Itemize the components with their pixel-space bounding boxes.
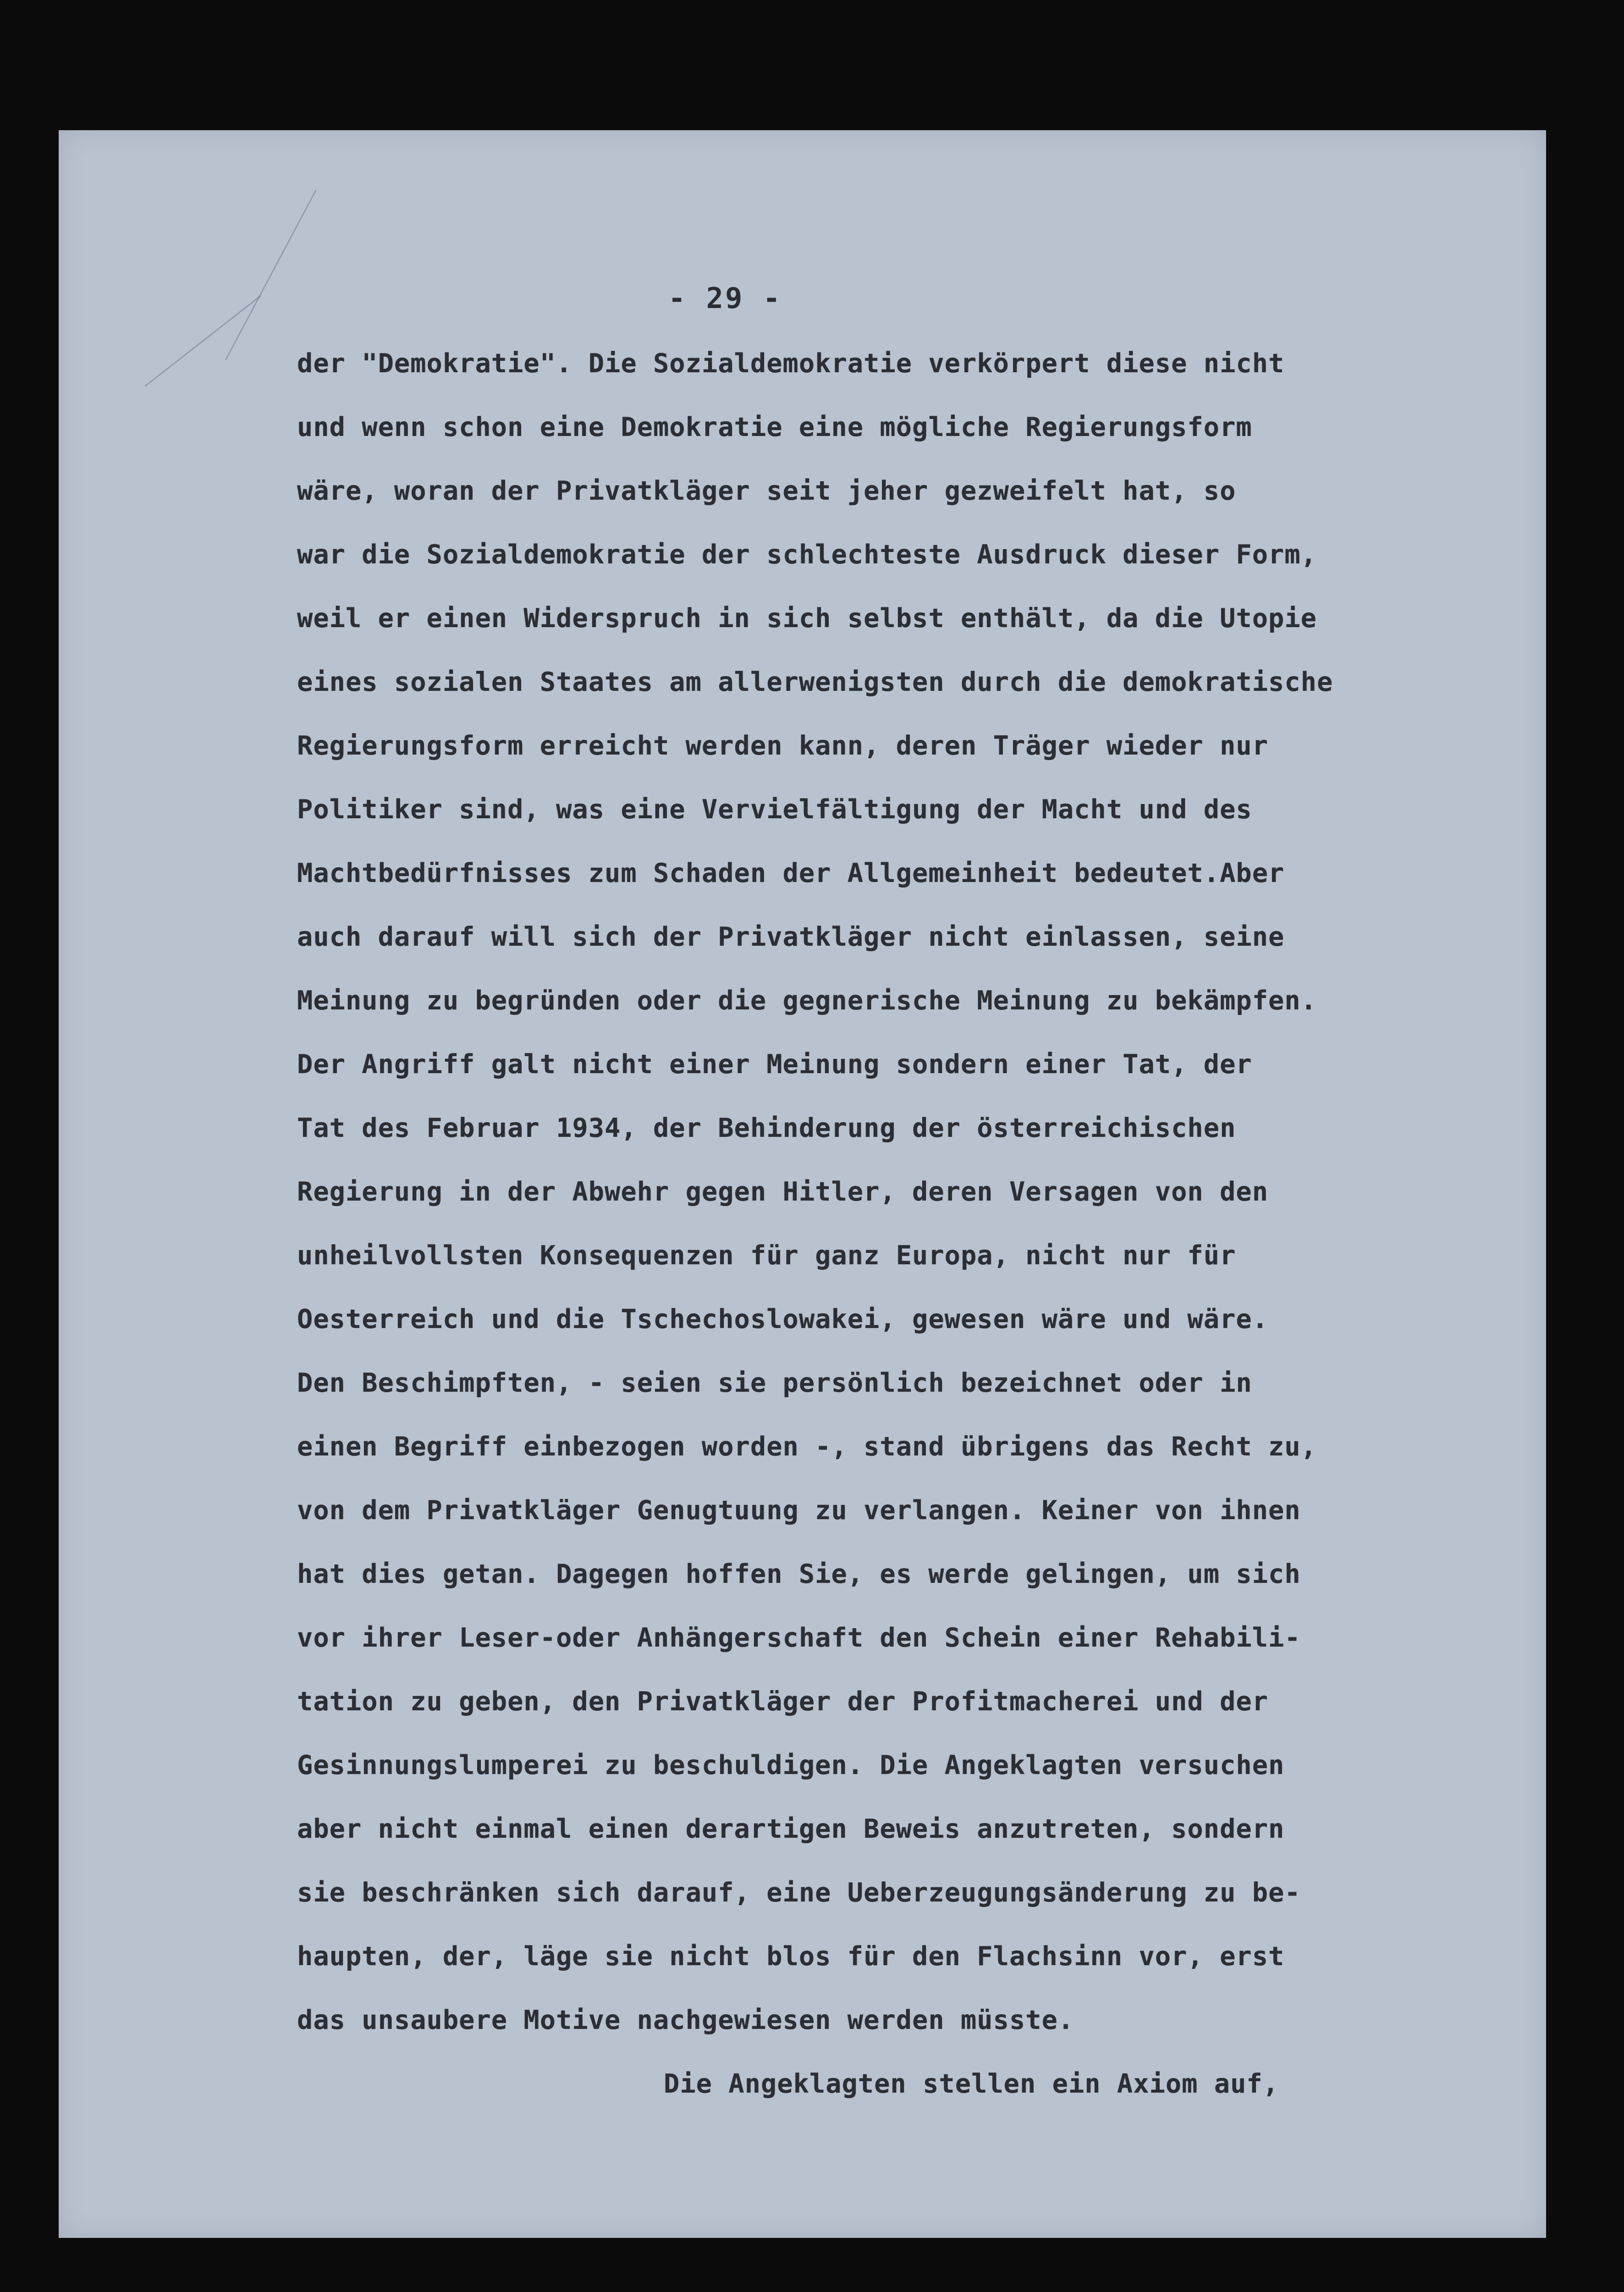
pencil-mark xyxy=(145,295,261,386)
text-line: Machtbedürfnisses zum Schaden der Allgemeinheit bedeutet.Aber xyxy=(297,858,1285,888)
text-line: das unsaubere Motive nachgewiesen werden müsste. xyxy=(297,2005,1074,2035)
text-line: Meinung zu begründen oder die gegnerische Meinung zu bekämpfen. xyxy=(297,986,1317,1016)
document-page xyxy=(59,130,1546,2238)
closing-line: Die Angeklagten stellen ein Axiom auf, xyxy=(664,2069,1279,2099)
text-line: Der Angriff galt nicht einer Meinung sondern einer Tat, der xyxy=(297,1049,1252,1080)
text-line: weil er einen Widerspruch in sich selbst enthält, da die Utopie xyxy=(297,603,1317,634)
text-line: tation zu geben, den Privatkläger der Profitmacherei und der xyxy=(297,1686,1269,1717)
text-line: Politiker sind, was eine Vervielfältigung der Macht und des xyxy=(297,794,1252,825)
text-line: Den Beschimpften, - seien sie persönlich bezeichnet oder in xyxy=(297,1368,1252,1398)
text-line: eines sozialen Staates am allerwenigsten durch die demokratische xyxy=(297,667,1333,697)
text-line: Gesinnungslumperei zu beschuldigen. Die Angeklagten versuchen xyxy=(297,1750,1285,1780)
text-line: vor ihrer Leser-oder Anhängerschaft den Schein einer Rehabili- xyxy=(297,1623,1301,1653)
text-line: von dem Privatkläger Genugtuung zu verlangen. Keiner von ihnen xyxy=(297,1495,1301,1526)
text-line: auch darauf will sich der Privatkläger nicht einlassen, seine xyxy=(297,922,1285,952)
text-line: einen Begriff einbezogen worden -, stand übrigens das Recht zu, xyxy=(297,1432,1317,1462)
text-line: und wenn schon eine Demokratie eine mögliche Regierungsform xyxy=(297,412,1252,442)
text-line: hat dies getan. Dagegen hoffen Sie, es werde gelingen, um sich xyxy=(297,1559,1301,1589)
text-line: der "Demokratie". Die Sozialdemokratie verkörpert diese nicht xyxy=(297,348,1285,379)
text-line: Oesterreich und die Tschechoslowakei, gewesen wäre und wäre. xyxy=(297,1304,1269,1334)
text-line: Tat des Februar 1934, der Behinderung der österreichischen xyxy=(297,1113,1236,1143)
text-line: Regierung in der Abwehr gegen Hitler, deren Versagen von den xyxy=(297,1177,1269,1207)
text-line: haupten, der, läge sie nicht blos für den Flachsinn vor, erst xyxy=(297,1941,1285,1972)
text-line: sie beschränken sich darauf, eine Ueberzeugungsänderung zu be- xyxy=(297,1878,1301,1908)
text-line: war die Sozialdemokratie der schlechteste Ausdruck dieser Form, xyxy=(297,540,1317,570)
page-number: - 29 - xyxy=(668,281,782,315)
document-body xyxy=(297,332,1548,2116)
text-line: aber nicht einmal einen derartigen Beweis anzutreten, sondern xyxy=(297,1814,1285,1844)
text-line: unheilvollsten Konsequenzen für ganz Europa, nicht nur für xyxy=(297,1240,1236,1271)
text-line: Regierungsform erreicht werden kann, deren Träger wieder nur xyxy=(297,731,1269,761)
text-line: wäre, woran der Privatkläger seit jeher gezweifelt hat, so xyxy=(297,476,1236,506)
